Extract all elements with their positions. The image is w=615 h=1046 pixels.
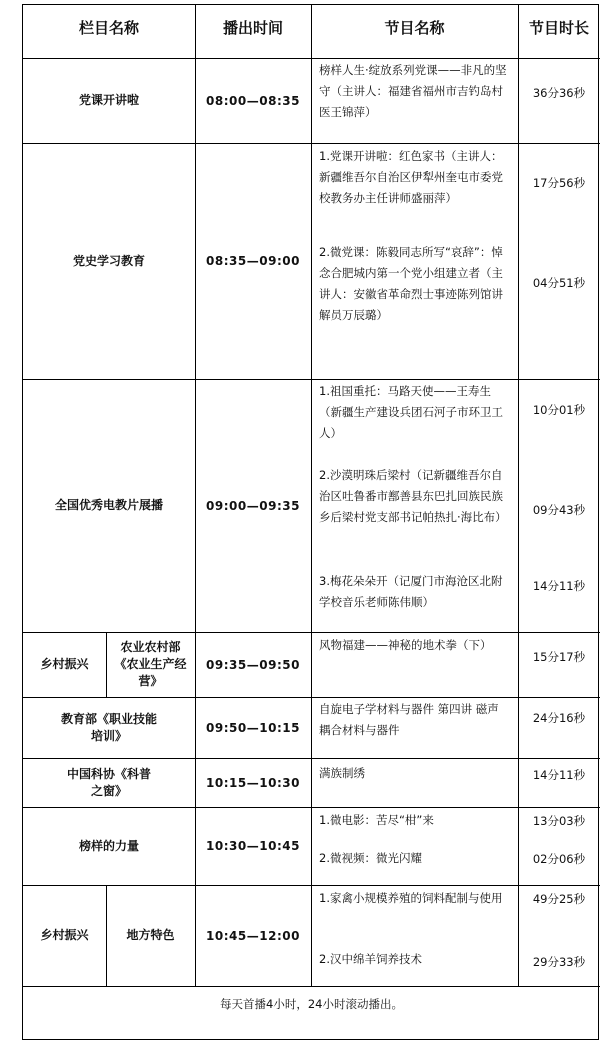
column-name: 党课开讲啦	[78, 93, 139, 107]
air-time: 09:35—09:50	[206, 657, 300, 672]
column-name: 教育部《职业技能培训》	[61, 711, 158, 743]
program-duration: 10分01秒	[532, 403, 586, 417]
program-duration: 49分25秒	[532, 892, 586, 906]
program-name: 自旋电子学材料与器件 第四讲 磁声耦合材料与器件	[319, 702, 499, 737]
program-duration: 29分33秒	[532, 955, 586, 969]
air-time: 09:00—09:35	[206, 498, 300, 513]
header-time: 播出时间	[222, 19, 283, 37]
program-duration: 14分11秒	[532, 579, 586, 593]
program-duration: 24分16秒	[532, 711, 586, 725]
header-program: 节目名称	[384, 19, 445, 37]
program-duration: 13分03秒	[532, 814, 586, 828]
air-time: 08:35—09:00	[206, 254, 300, 268]
program-name: 1.微电影：苦尽“柑”来	[319, 813, 434, 827]
air-time: 10:15—10:30	[206, 775, 300, 790]
footer-note: 每天首播4小时，24小时滚动播出。	[220, 997, 403, 1011]
program-duration: 36分36秒	[532, 86, 586, 100]
program-name: 2.微党课：陈毅同志所写“哀辞”：悼念合肥城内第一个党小组建立者（主讲人：安徽省革命烈士事迹陈列馆讲解员万辰璐）	[319, 245, 503, 322]
program-name: 满族制绣	[319, 766, 365, 780]
column-name: 党史学习教育	[72, 253, 145, 268]
header-duration: 节目时长	[528, 19, 589, 37]
program-name: 1.祖国重托：马路天使——王寿生（新疆生产建设兵团石河子市环卫工人）	[319, 384, 503, 440]
program-duration: 04分51秒	[532, 276, 586, 290]
program-name: 2.汉中绵羊饲养技术	[319, 952, 422, 966]
program-duration: 17分56秒	[532, 176, 586, 190]
program-duration: 09分43秒	[532, 503, 586, 517]
column-name: 乡村振兴	[40, 928, 89, 942]
program-name: 2.微视频：微光闪耀	[319, 851, 422, 865]
air-time: 09:50—10:15	[206, 720, 300, 735]
column-name: 中国科协《科普之窗》	[67, 766, 152, 798]
air-time: 08:00—08:35	[206, 93, 300, 108]
program-name: 2.沙漠明珠后梁村（记新疆维吾尔自治区吐鲁番市鄯善县东巴扎回族民族乡后梁村党支部书记帕热扎·海比布）	[319, 468, 507, 524]
col-divider	[518, 5, 519, 986]
program-name: 风物福建——神秘的地术拳（下）	[319, 638, 492, 652]
program-duration: 14分11秒	[532, 768, 586, 782]
program-name: 榜样人生·绽放系列党课——非凡的坚守（主讲人：福建省福州市吉钓岛村医王锦萍）	[319, 63, 507, 119]
program-duration: 15分17秒	[532, 650, 586, 664]
air-time: 10:30—10:45	[206, 839, 300, 853]
air-time: 10:45—12:00	[206, 928, 300, 943]
column-name: 乡村振兴	[40, 657, 89, 671]
column-name: 榜样的力量	[78, 838, 139, 853]
column-subname: 农业农村部《农业生产经营》	[114, 640, 187, 688]
program-duration: 02分06秒	[532, 852, 586, 866]
program-name: 1.党课开讲啦：红色家书（主讲人：新疆维吾尔自治区伊犁州奎屯市委党校教务办主任讲师盛丽萍）	[319, 149, 503, 205]
schedule-table	[22, 4, 599, 1040]
column-subname: 地方特色	[126, 928, 175, 942]
program-name: 1.家禽小规模养殖的饲料配制与使用	[319, 891, 503, 905]
column-name: 全国优秀电教片展播	[54, 498, 163, 512]
header-column: 栏目名称	[78, 19, 139, 37]
program-name: 3.梅花朵朵开（记厦门市海沧区北附学校音乐老师陈伟顺）	[319, 574, 503, 609]
